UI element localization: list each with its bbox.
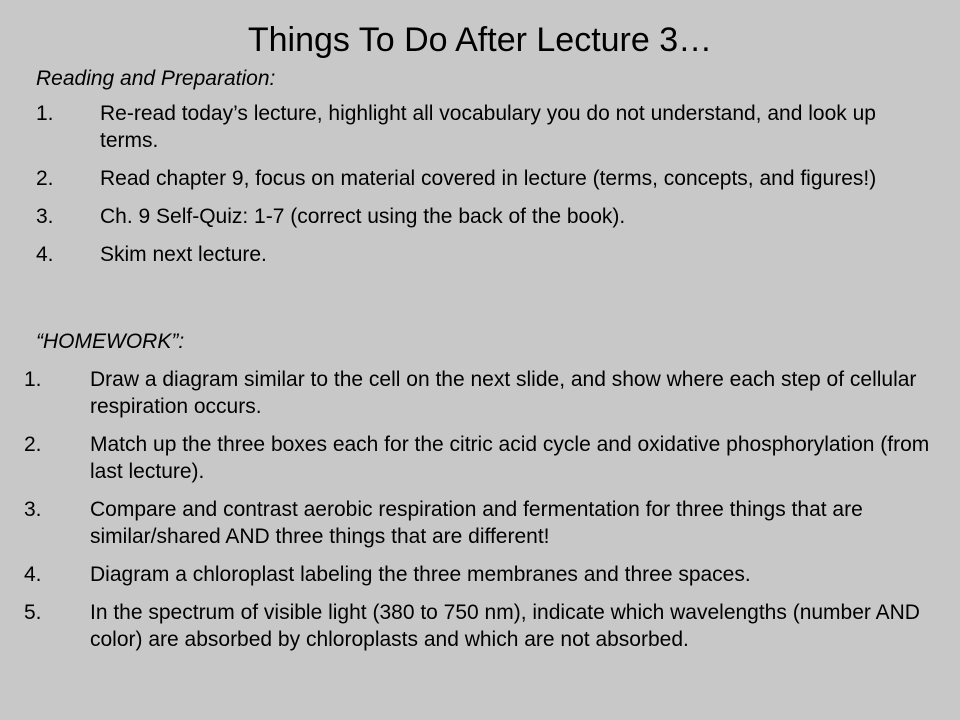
item-number: 2. xyxy=(24,433,42,456)
reading-item-4 xyxy=(36,241,936,268)
homework-item-4 xyxy=(24,561,936,588)
item-number: 5. xyxy=(24,601,42,624)
item-number: 4. xyxy=(36,243,54,266)
homework-item-5 xyxy=(24,599,936,653)
reading-item-1 xyxy=(36,100,936,154)
item-number: 1. xyxy=(36,102,54,125)
homework-item-1 xyxy=(24,366,936,420)
item-text: Ch. 9 Self-Quiz: 1-7 (correct using the back of the book). xyxy=(100,205,626,228)
item-text: Compare and contrast aerobic respiration and fermentation for three things that are similar/shared AND three things that are different! xyxy=(90,498,863,548)
item-number: 2. xyxy=(36,167,54,190)
homework-list xyxy=(24,366,936,664)
reading-item-2 xyxy=(36,165,936,192)
homework-item-2 xyxy=(24,431,936,485)
item-number: 1. xyxy=(24,368,42,391)
item-text: Re-read today’s lecture, highlight all vocabulary you do not understand, and look up terms. xyxy=(100,102,876,152)
item-number: 4. xyxy=(24,563,42,586)
item-text: Skim next lecture. xyxy=(100,243,267,266)
item-number: 3. xyxy=(36,205,54,228)
item-text: Diagram a chloroplast labeling the three membranes and three spaces. xyxy=(90,563,751,586)
reading-list xyxy=(36,100,936,279)
homework-heading: “HOMEWORK”: xyxy=(36,330,185,353)
item-text: Read chapter 9, focus on material covered in lecture (terms, concepts, and figures!) xyxy=(100,167,877,190)
item-number: 3. xyxy=(24,498,42,521)
reading-heading: Reading and Preparation: xyxy=(36,67,276,90)
item-text: Draw a diagram similar to the cell on the next slide, and show where each step of cellular respiration occurs. xyxy=(90,368,917,418)
homework-item-3 xyxy=(24,496,936,550)
item-text: Match up the three boxes each for the citric acid cycle and oxidative phosphorylation (from last lecture). xyxy=(90,433,930,483)
reading-item-3 xyxy=(36,203,936,230)
slide-title: Things To Do After Lecture 3… xyxy=(247,21,713,59)
item-text: In the spectrum of visible light (380 to 750 nm), indicate which wavelengths (number AND color) are absorbed by chloroplasts and which are not absorbed. xyxy=(90,601,920,651)
